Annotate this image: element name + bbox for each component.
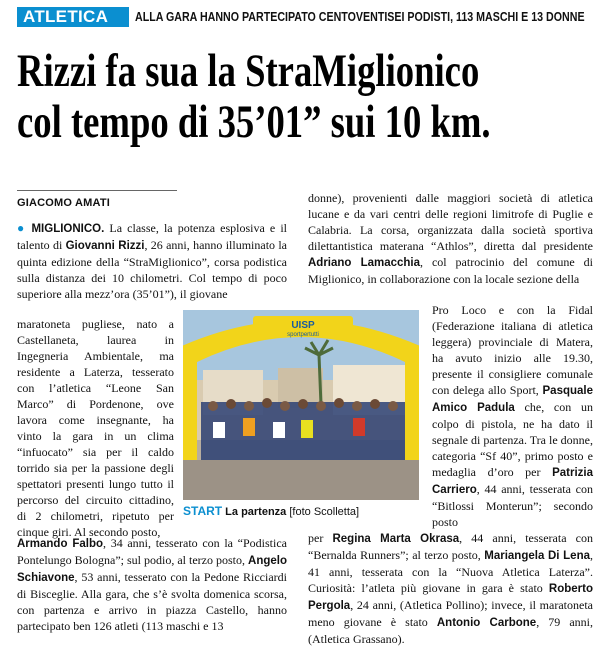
bullet-icon: ● [17, 221, 27, 235]
athlete-name: Pasquale Amico Padula [432, 385, 593, 414]
text-segment: , 79 anni, (Atletica Grassano). [308, 615, 593, 646]
race-start-photo [183, 310, 419, 500]
race-start-illustration [183, 310, 419, 500]
caption-tag: START [183, 504, 223, 518]
athlete-name: Adriano Lamacchia [308, 257, 421, 269]
athlete-name: Regina Marta Okrasa [332, 533, 460, 545]
text-segment: per [308, 531, 333, 545]
text-segment: , 26 anni, hanno illuminato la quinta edizione della “StraMiglionico”, corsa podistica sulla distanza dei 10 chilometri. Col tempo di poco superiore alla mezz’ora (35’01”), il giovane [17, 238, 287, 301]
headline [17, 46, 579, 148]
text-segment: , 41 anni, tesserata con la “Nuova Atletica Laterza”. Curiosità: l’atleta più giovane in gara è stato [308, 548, 593, 595]
article-right-top [308, 190, 593, 287]
text-segment: , 34 anni, tesserato con la “Podistica Pontelungo Bologna”; sul podio, al terzo posto, [17, 536, 287, 567]
headline-line-2: col tempo di 35’01” sui 10 km. [17, 96, 491, 148]
athlete-name: Giovanni Rizzi [65, 240, 145, 252]
arch-logo-subtext: sportpertutti [287, 332, 319, 338]
text-segment: che, con un colpo di pistola, ne ha dato il segnale di partenza. Tra le donne, categoria “Sf 40”, primo posto e medaglia d’oro per [432, 400, 593, 479]
athlete-name: Mariangela Di Lena [484, 550, 590, 562]
athlete-name: Angelo Schiavone [17, 555, 287, 584]
athlete-name: Armando Falbo [17, 538, 104, 550]
caption-title: La partenza [225, 506, 287, 518]
text-segment: , 24 anni, (Atletica Pollino); invece, il maratoneta meno giovane è stato [308, 598, 593, 629]
headline-line-1: Rizzi fa sua la StraMiglionico [17, 45, 480, 97]
athlete-name: Antonio Carbone [436, 617, 537, 629]
arch-logo-text: UISP [291, 320, 315, 331]
runners-group [201, 398, 405, 460]
article-left-top [17, 220, 287, 302]
article-right-narrow [432, 302, 593, 530]
byline-rule [17, 190, 177, 191]
section-tag: ATLETICA [17, 7, 129, 27]
text-segment: , 44 anni, tesserata con “Bitlossi Monterun”; secondo posto [432, 482, 593, 529]
text-segment: , col patrocinio del comune di Miglionico, in collaborazione con la locale sezione della [308, 255, 593, 286]
kicker: ALLA GARA HANNO PARTECIPATO CENTOVENTISEI PODISTI, 113 MASCHI E 13 DONNE [135, 9, 585, 24]
caption-credit: [foto Scolletta] [289, 506, 360, 518]
text-segment: maratoneta pugliese, nato a Castellaneta, laurea in Ingegneria Ambientale, ma residente a Laterza, tesserato con l’atletica “Leone San Marco” di Pordenone, ove lavora come insegnante, ha vinto la gara in un clima “infuocato” sia per il caldo torrido sia per la passione degli spettatori presenti lungo tutto il percorso del circuito cittadino, di 2 chilometri, ripetuto per cinque giri. Al secondo posto, [17, 317, 174, 539]
athlete-name: Roberto Pergola [308, 583, 593, 612]
dateline: MIGLIONICO. [31, 223, 105, 235]
byline: GIACOMO AMATI [17, 197, 111, 209]
athlete-name: Patrizia Carriero [432, 467, 593, 496]
article-left-bottom [17, 535, 287, 634]
photo-caption [183, 504, 433, 518]
text-segment: , 53 anni, tesserato con la Pedone Ricciardi di Bisceglie. Alla gara, che s’è svolta domenica scorsa, con partenza e arrivo in piazza Castello, hanno partecipato ben 126 atleti (113 maschi e 13 [17, 570, 287, 633]
text-segment: , 44 anni, tesserata con “Bernalda Runners”; al terzo posto, [308, 531, 593, 562]
article-right-bottom [308, 530, 593, 647]
text-segment: donne), provenienti dalle maggiori società di atletica lucane e da vari centri delle regioni limitrofe di Puglie e Calabria. La corsa, organizzata dalla società sportiva dilettantistica materana “Athlos”, diretta dal presidente [308, 191, 593, 253]
article-left-narrow [17, 316, 174, 540]
text-segment: La classe, la potenza esplosiva e il talento di [17, 221, 288, 252]
text-segment: Pro Loco e con la Fidal (Federazione italiana di atletica leggera) provinciale di Matera, ha avuto inizio alle 19.30, presente il consigliere comunale con delega allo Sport, [432, 303, 593, 397]
